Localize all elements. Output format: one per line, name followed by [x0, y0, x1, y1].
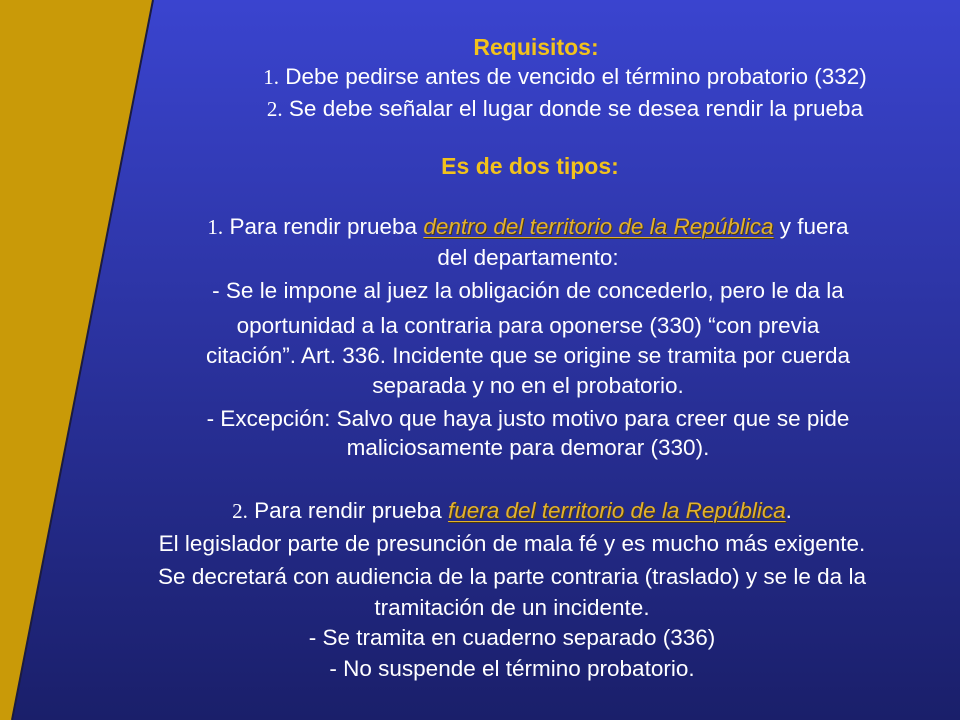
tipo-1-title-line-2	[48, 244, 960, 272]
tipo-1-detail-4-text: separada y no en el probatorio.	[372, 373, 684, 398]
tipo-2-pre: Para rendir prueba	[254, 498, 448, 523]
tipo-1-emphasis: dentro del territorio de la República	[423, 214, 774, 239]
tipos-heading	[50, 152, 960, 180]
tipo-2-emphasis: fuera del territorio de la República	[447, 498, 786, 523]
tipo-2-detail-3	[32, 594, 960, 622]
tipo-1-title	[48, 213, 960, 241]
tipo-2-detail-2-text: Se decretará con audiencia de la parte contraria (traslado) y se le da la	[158, 564, 866, 589]
tipo-1-pre: Para rendir prueba	[229, 214, 424, 239]
tipo-2-detail-1	[32, 530, 960, 558]
tipo-2-post: .	[785, 498, 792, 523]
tipo-2-detail-5-text: - No suspende el término probatorio.	[329, 656, 695, 681]
tipo-1-detail-5	[48, 405, 960, 433]
tipo-1-detail-5-text: - Excepción: Salvo que haya justo motivo para creer que se pide	[206, 406, 850, 431]
tipo-1-detail-3-text: citación”. Art. 336. Incidente que se origine se tramita por cuerda	[205, 343, 851, 368]
tipo-1-line2-text: del departamento:	[437, 245, 619, 270]
tipo-1-detail-3	[48, 342, 960, 370]
requisitos-item-2	[85, 95, 960, 123]
tipo-2-detail-2	[32, 563, 960, 591]
requisitos-item-2-text: Se debe señalar el lugar donde se desea rendir la prueba	[288, 96, 864, 121]
requisitos-heading-text: Requisitos:	[473, 34, 599, 60]
tipo-1-detail-1	[48, 277, 960, 305]
tipos-heading-text: Es de dos tipos:	[441, 153, 619, 179]
tipo-1-detail-4	[48, 372, 960, 400]
tipo-2-detail-4-text: - Se tramita en cuaderno separado (336)	[308, 625, 716, 650]
tipo-1-detail-6-text: maliciosamente para demorar (330).	[346, 435, 710, 460]
requisitos-item-2-number: 2.	[266, 97, 283, 121]
tipo-1-post: y fuera	[773, 214, 849, 239]
requisitos-item-1	[85, 63, 960, 91]
tipo-1-number: 1.	[207, 215, 224, 239]
tipo-1-detail-2	[48, 312, 960, 340]
tipo-2-title	[32, 497, 960, 525]
tipo-2-detail-4	[32, 624, 960, 652]
requisitos-heading	[56, 33, 960, 61]
tipo-1-detail-1-text: - Se le impone al juez la obligación de concederlo, pero le da la	[212, 278, 844, 303]
requisitos-item-1-number: 1.	[263, 65, 279, 89]
tipo-1-detail-6	[48, 434, 960, 462]
tipo-2-detail-3-text: tramitación de un incidente.	[374, 595, 650, 620]
tipo-2-number: 2.	[232, 499, 248, 523]
requisitos-item-1-text: Debe pedirse antes de vencido el término probatorio (332)	[285, 64, 867, 89]
tipo-1-detail-2-text: oportunidad a la contraria para oponerse (330) “con previa	[236, 313, 820, 338]
tipo-2-detail-1-text: El legislador parte de presunción de mala fé y es mucho más exigente.	[158, 531, 866, 556]
tipo-2-detail-5	[32, 655, 960, 683]
